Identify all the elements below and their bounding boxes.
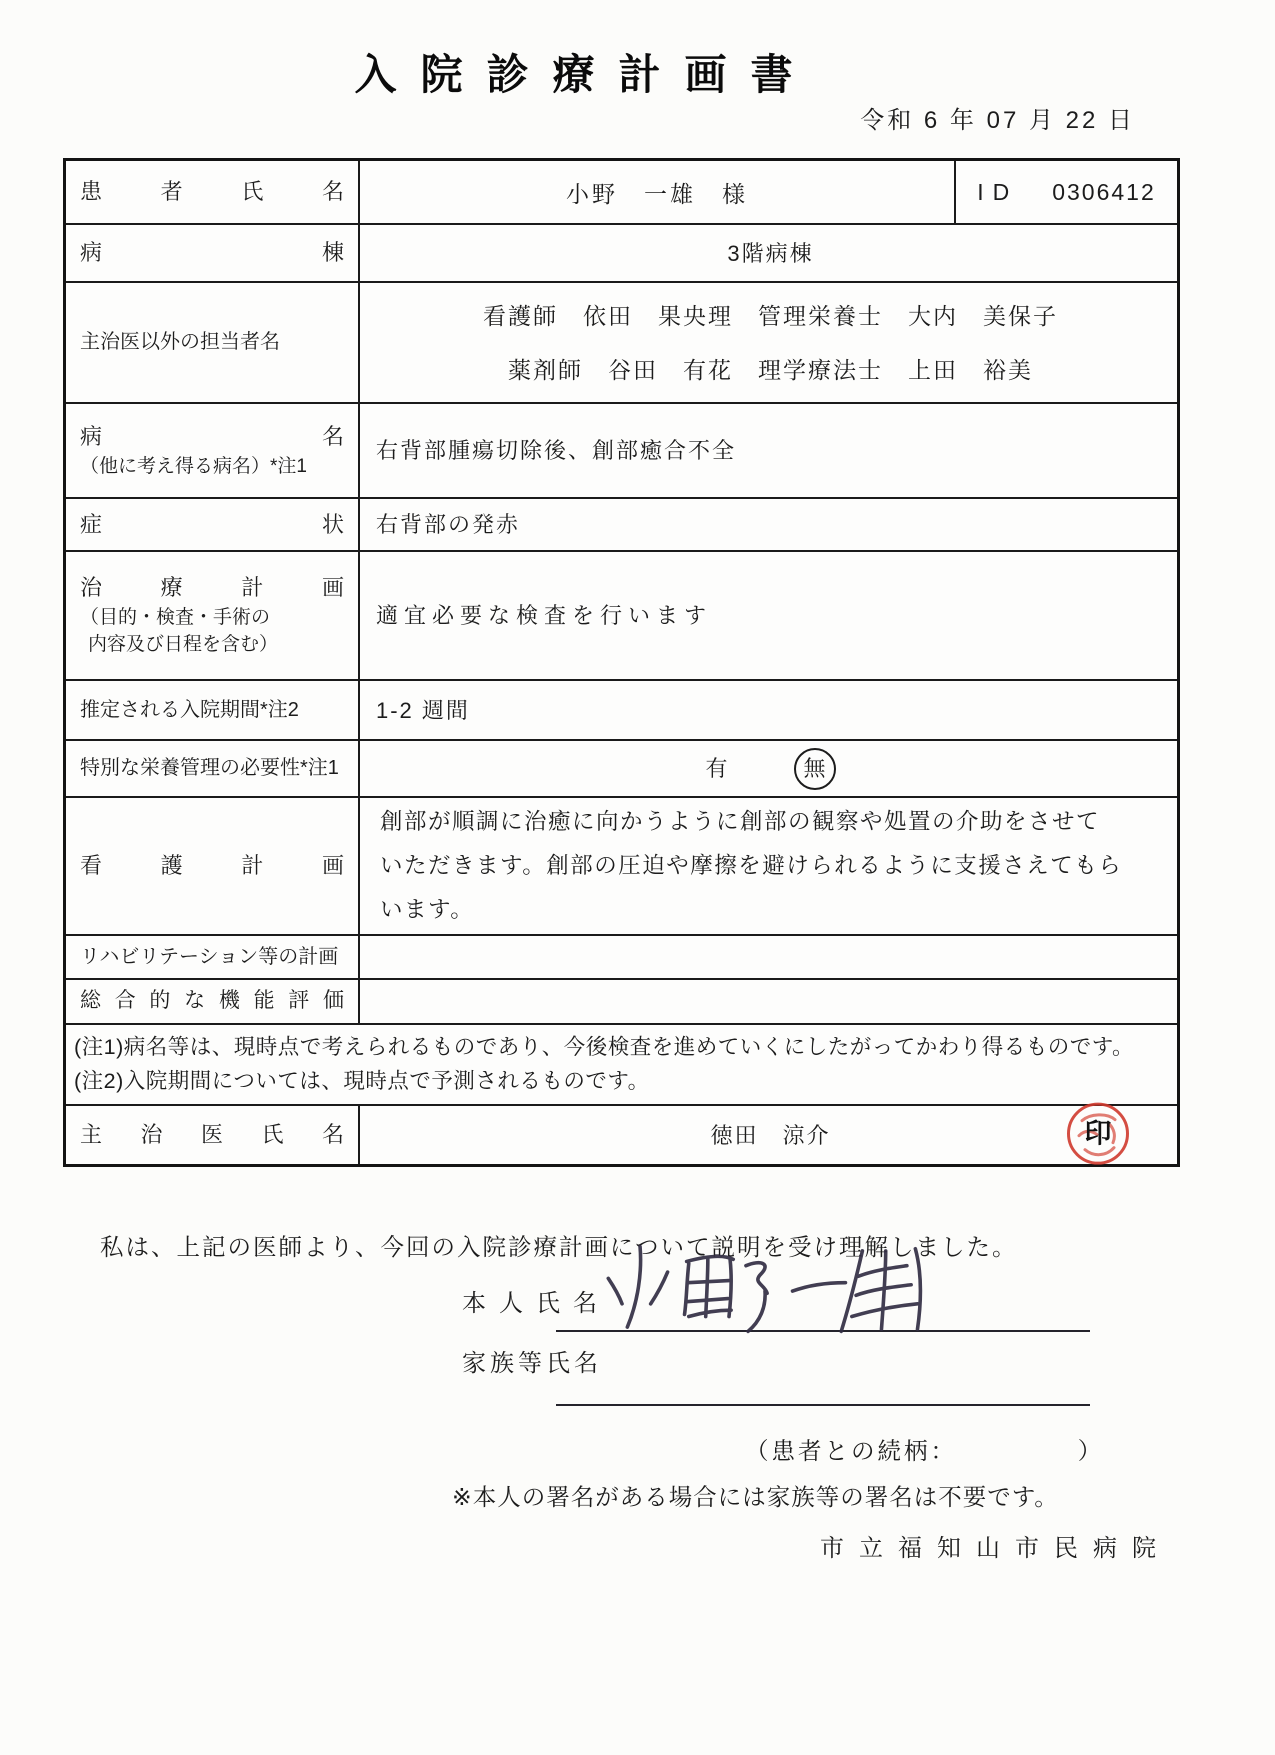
seal-in-character: 印 bbox=[1084, 1118, 1112, 1149]
patient-label: 患者氏名 bbox=[80, 179, 344, 205]
staff-label-cell bbox=[66, 283, 360, 402]
patient-name: 小野 一雄 様 bbox=[566, 180, 748, 207]
row-footnotes bbox=[66, 1023, 1177, 1104]
rehab-label: リハビリテーション等の計画 bbox=[80, 945, 339, 968]
handwritten-signature bbox=[585, 1238, 945, 1340]
footnote-2: (注2)入院期間については、現時点で予測されるものです。 bbox=[74, 1069, 650, 1093]
nursing-line-1: 創部が順調に治癒に向かうように創部の観察や処置の介助をさせて bbox=[380, 809, 1101, 834]
row-disease bbox=[66, 402, 1177, 497]
row-nursing bbox=[66, 796, 1177, 934]
disease-value: 右背部腫瘍切除後、創部癒合不全 bbox=[376, 438, 737, 463]
patient-value-cell bbox=[360, 161, 1177, 223]
row-treatment bbox=[66, 550, 1177, 679]
disease-label: 病名 bbox=[80, 423, 344, 449]
nutrition-option-no-circled: 無 bbox=[794, 748, 836, 790]
treatment-label-cell bbox=[66, 552, 360, 679]
nursing-line-2: いただきます。創部の圧迫や摩擦を避けられるように支援さえてもら bbox=[380, 853, 1123, 878]
evaluation-value bbox=[360, 980, 1177, 1023]
symptom-label: 症状 bbox=[80, 511, 344, 537]
treatment-plan-table bbox=[63, 158, 1180, 1167]
disease-label-cell bbox=[66, 404, 360, 497]
row-ward bbox=[66, 223, 1177, 281]
doctor-label-cell bbox=[66, 1106, 360, 1164]
nutrition-label-cell bbox=[66, 741, 360, 796]
nutrition-option-yes: 有 bbox=[705, 756, 730, 781]
evaluation-label-cell bbox=[66, 980, 360, 1023]
row-symptom bbox=[66, 497, 1177, 550]
treatment-label-note-1: （目的・検査・手術の bbox=[80, 606, 271, 628]
nursing-label-cell bbox=[66, 798, 360, 934]
relationship-field: （患者との続柄： ） bbox=[745, 1438, 1105, 1464]
row-doctor bbox=[66, 1104, 1177, 1164]
patient-id-cell bbox=[954, 161, 1177, 223]
signature-note: ※本人の署名がある場合には家族等の署名は不要です。 bbox=[452, 1484, 1059, 1510]
duration-label-cell bbox=[66, 681, 360, 739]
row-patient bbox=[66, 161, 1177, 223]
patient-label-cell bbox=[66, 161, 360, 223]
row-rehab bbox=[66, 934, 1177, 978]
doctor-seal-stamp bbox=[1065, 1101, 1131, 1167]
rehab-label-cell bbox=[66, 936, 360, 978]
treatment-label: 治療計画 bbox=[80, 575, 344, 600]
staff-line-2: 薬剤師 谷田 有花 理学療法士 上田 裕美 bbox=[508, 356, 1033, 383]
duration-value: 1-2 週間 bbox=[376, 697, 470, 723]
nursing-label: 看護計画 bbox=[80, 853, 344, 879]
evaluation-label: 総合的な機能評価 bbox=[80, 989, 344, 1013]
nursing-value-cell bbox=[360, 798, 1177, 934]
row-staff bbox=[66, 281, 1177, 402]
disease-label-note: （他に考え得る病名）*注1 bbox=[80, 455, 307, 477]
row-evaluation bbox=[66, 978, 1177, 1023]
staff-label: 主治医以外の担当者名 bbox=[80, 331, 280, 353]
staff-lines bbox=[376, 289, 1165, 397]
patient-signature-label: 本人氏名 bbox=[462, 1290, 610, 1317]
ward-value: 3階病棟 bbox=[727, 240, 814, 266]
symptom-label-cell bbox=[66, 499, 360, 550]
nursing-line-3: います。 bbox=[380, 897, 475, 922]
symptom-value: 右背部の発赤 bbox=[376, 512, 521, 537]
nutrition-value-cell bbox=[360, 741, 1177, 796]
consent-statement: 私は、上記の医師より、今回の入院診療計画について説明を受け理解しました。 bbox=[100, 1234, 1018, 1260]
document-title: 入院診療計画書 bbox=[354, 51, 817, 98]
staff-value-cell bbox=[360, 283, 1177, 402]
row-duration bbox=[66, 679, 1177, 739]
row-nutrition bbox=[66, 739, 1177, 796]
footnote-1: (注1)病名等は、現時点で考えられるものであり、今後検査を進めていくにしたがってかわり得るものです。 bbox=[74, 1035, 1135, 1059]
ward-label: 病棟 bbox=[80, 240, 344, 266]
patient-id-label: ID bbox=[977, 178, 1019, 205]
family-signature-label: 家族等氏名 bbox=[462, 1350, 602, 1377]
rehab-value bbox=[360, 936, 1177, 978]
nutrition-label: 特別な栄養管理の必要性*注1 bbox=[80, 757, 339, 779]
ward-label-cell bbox=[66, 225, 360, 281]
document-date: 令和 6 年 07 月 22 日 bbox=[860, 107, 1135, 134]
staff-line-1: 看護師 依田 果央理 管理栄養士 大内 美保子 bbox=[483, 302, 1058, 329]
hospital-name: 市立福知山市民病院 bbox=[820, 1535, 1171, 1562]
family-signature-line bbox=[556, 1404, 1090, 1406]
doctor-label: 主治医氏名 bbox=[80, 1122, 344, 1148]
nursing-lines bbox=[376, 800, 1165, 932]
patient-id-value: 0306412 bbox=[1052, 178, 1156, 205]
treatment-value: 適宜必要な検査を行います bbox=[376, 603, 713, 628]
doctor-value-cell bbox=[360, 1106, 1177, 1164]
treatment-label-note-2: 内容及び日程を含む） bbox=[88, 634, 279, 656]
doctor-name: 徳田 涼介 bbox=[710, 1122, 831, 1148]
duration-label: 推定される入院期間*注2 bbox=[80, 698, 299, 721]
